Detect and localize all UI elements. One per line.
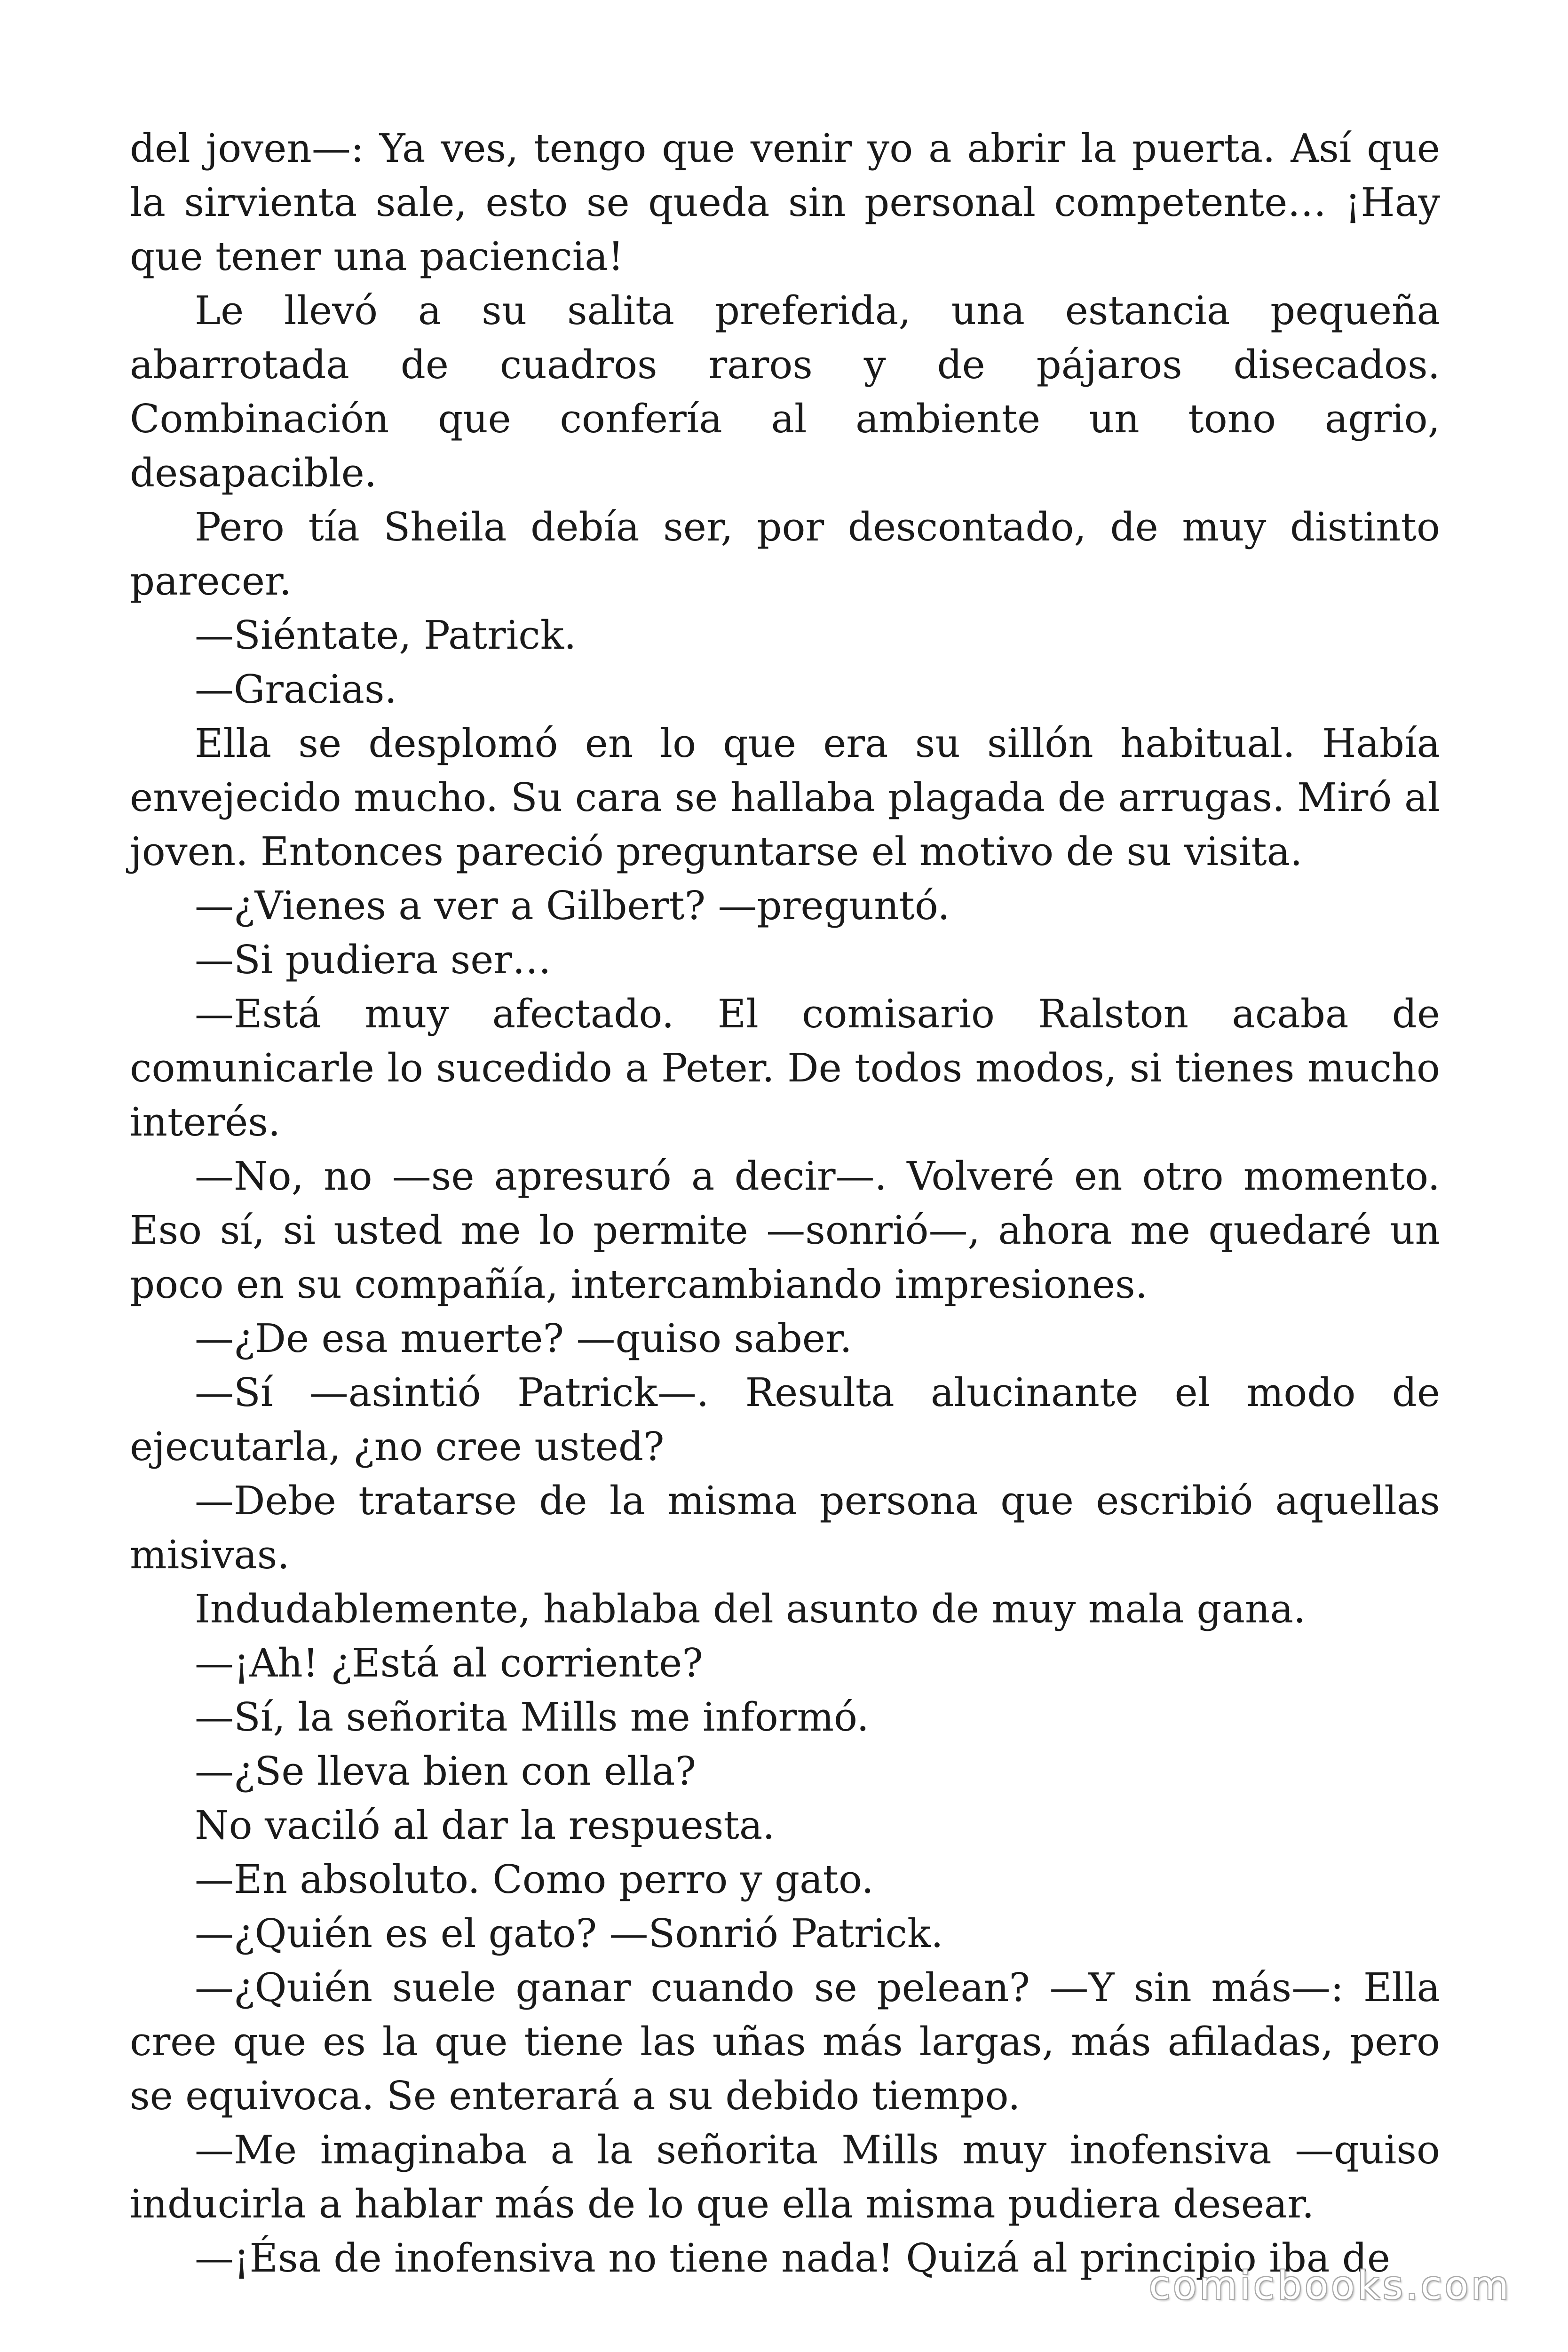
dialogue-line: —No, no —se apresuró a decir—. Volveré en otro momento. Eso sí, si usted me lo permite —sonrió—, ahora me quedaré un poco en su compañía, intercambiando impresiones. [130, 1153, 1440, 1307]
paragraph: del joven—: Ya ves, tengo que venir yo a abrir la puerta. Así que la sirvienta sale, esto se queda sin personal competente… ¡Hay que tener una paciencia! [130, 126, 1440, 279]
dialogue-line: —Sí —asintió Patrick—. Resulta alucinante el modo de ejecutarla, ¿no cree usted? [130, 1370, 1440, 1470]
book-page [130, 121, 1440, 2281]
paragraph: No vaciló al dar la respuesta. [195, 1803, 775, 1848]
dialogue-line: —Está muy afectado. El comisario Ralston acaba de comunicarle lo sucedido a Peter. De todos modos, si tienes mucho interés. [130, 991, 1440, 1145]
dialogue-line: —¿De esa muerte? —quiso saber. [195, 1316, 852, 1361]
paragraph: Le llevó a su salita preferida, una estancia pequeña abarrotada de cuadros raros y de pájaros disecados. Combinación que confería al ambiente un tono agrio, desapacible. [130, 288, 1440, 496]
watermark-text: comicbooks.com [1149, 2264, 1512, 2308]
dialogue-line: —Gracias. [195, 667, 397, 712]
dialogue-line: —Si pudiera ser… [195, 937, 552, 983]
dialogue-line: —¿Quién es el gato? —Sonrió Patrick. [195, 1911, 943, 1956]
dialogue-line: —¡Ésa de inofensiva no tiene nada! Quizá al principio iba de [195, 2235, 1390, 2281]
dialogue-line: —Me imaginaba a la señorita Mills muy inofensiva —quiso inducirla a hablar más de lo que ella misma pudiera desear. [130, 2127, 1440, 2227]
dialogue-line: —¿Vienes a ver a Gilbert? —preguntó. [195, 883, 950, 929]
dialogue-line: —Debe tratarse de la misma persona que escribió aquellas misivas. [130, 1478, 1440, 1578]
dialogue-line: —¿Quién suele ganar cuando se pelean? —Y sin más—: Ella cree que es la que tiene las uñas más largas, más afiladas, pero se equivoca. Se enterará a su debido tiempo. [130, 1965, 1440, 2119]
dialogue-line: —Siéntate, Patrick. [195, 612, 577, 658]
dialogue-line: —Sí, la señorita Mills me informó. [195, 1694, 869, 1740]
paragraph: Ella se desplomó en lo que era su sillón habitual. Había envejecido mucho. Su cara se hallaba plagada de arrugas. Miró al joven. Entonces pareció preguntarse el motivo de su visita. [130, 721, 1440, 874]
dialogue-line: —¿Se lleva bien con ella? [195, 1748, 696, 1794]
paragraph: Pero tía Sheila debía ser, por descontado, de muy distinto parecer. [130, 504, 1440, 604]
dialogue-line: —En absoluto. Como perro y gato. [195, 1857, 874, 1902]
paragraph: Indudablemente, hablaba del asunto de muy mala gana. [195, 1586, 1306, 1632]
dialogue-line: —¡Ah! ¿Está al corriente? [195, 1640, 703, 1686]
